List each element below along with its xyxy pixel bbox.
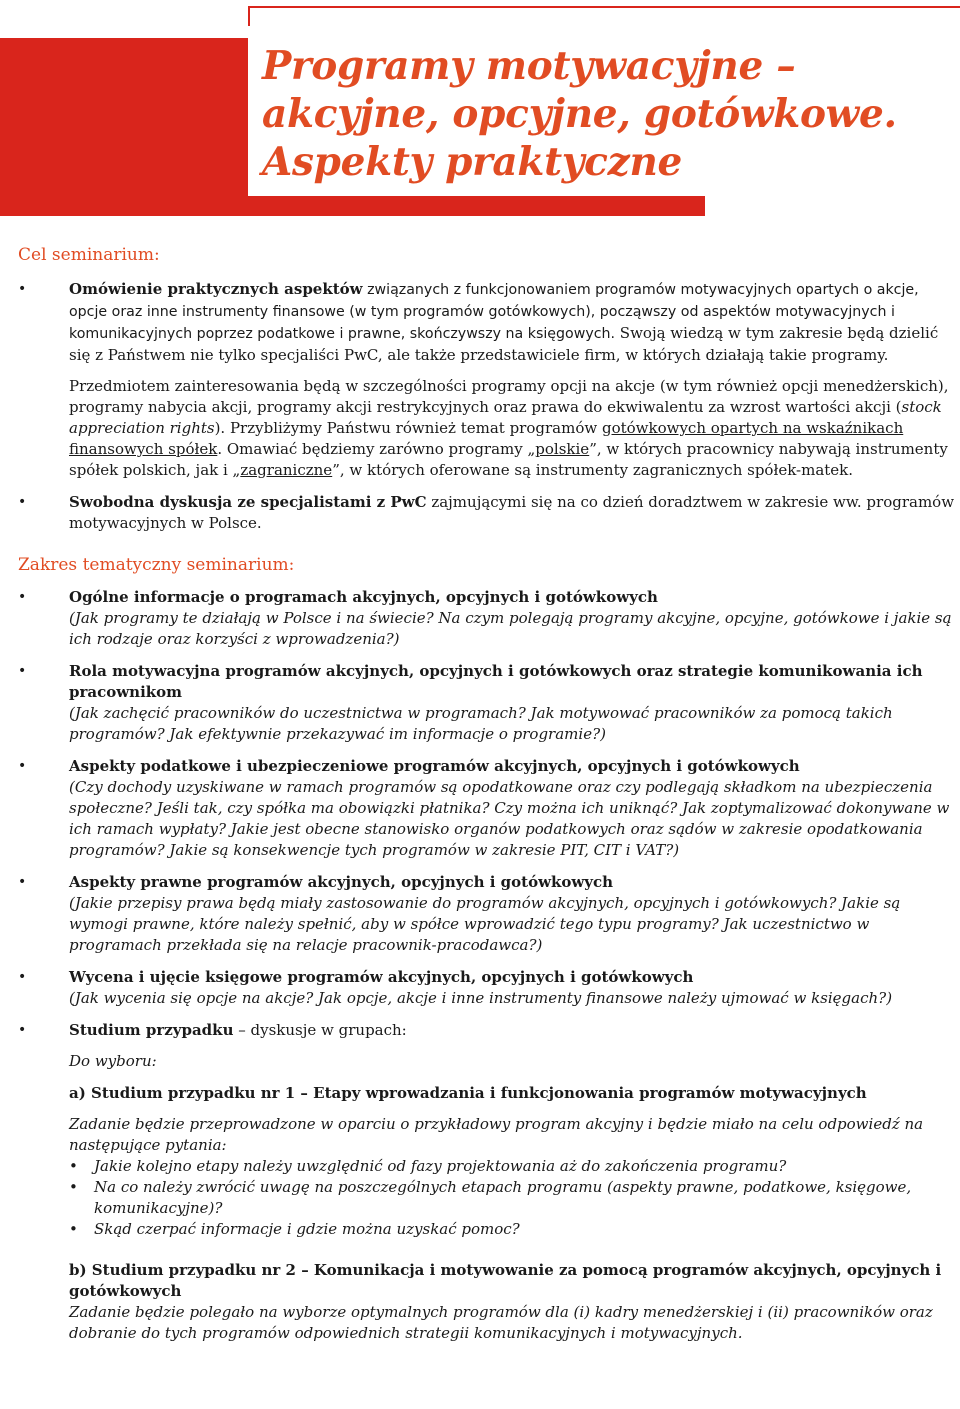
case-a-question: • Skąd czerpać informacje i gdzie można uzyskać pomoc? — [69, 1219, 956, 1240]
goal-item-overview — [18, 279, 956, 481]
case-a-questions — [69, 1156, 956, 1240]
goal-item-discussion: • Swobodna dyskusja ze specjalistami z PwC zajmującymi się na co dzień doradztwem w zakresie ww. programów motywacyjnych w Polsce. — [18, 492, 956, 534]
goal-text-a: związanych z funkcjonowaniem programów motywacyjnych opartych o akcje, opcje oraz inne instrumenty finansowe (w tym programów gotówkowych), począwszy od aspektów motywacyjnych i komunikacyjnych poprzez podatkowe i prawne, skończywszy na księgowych. — [69, 282, 919, 342]
title-line-3: Aspekty praktyczne — [262, 139, 683, 185]
scope-item-tax: • Aspekty podatkowe i ubezpieczeniowe programów akcyjnych, opcyjnych i gotówkowych (Czy dochody uzyskiwane w ramach programów są opodatkowane oraz czy podlegają składkom na ubezpieczenia społeczne? Jeśli tak, czy spółka ma obowiązki płatnika? Czy można ich uniknąć? Jak zoptymalizować dokonywane w ich ramach wypłaty? Jakie jest obecne stanowisko organów podatkowych oraz sądów w zakresie opodatkowania programów? Jakie są konsekwencje tych programów w zakresie PIT, CIT i VAT?) — [18, 756, 956, 861]
header-corner-rule — [248, 6, 250, 26]
scope-item-case-study: • Studium przypadku – dyskusje w grupach: Do wyboru: a) Studium przypadku nr 1 – Etapy wprowadzania i funkcjonowania programów motywacyjnych Zadanie będzie przeprowadzone w oparciu o przykładowy program akcyjny i będzie miało na celu odpowiedź na następujące pytania: • Jakie kolejno etapy należy uwzględnić od fazy projektowania aż do zakończenia programu? • Na co należy zwrócić uwagę na poszczególnych etapach programu (aspekty prawne, podatkowe, księgowe, komunikacyjne)? • Skąd czerpać informacje i gdzie można uzyskać pomoc? b) Studium przypadku nr 2 – Komunikacja i motywowanie za pomocą programów akcyjnych, opcyjnych i gotówkowych Zadanie będzie polegało na wyborze optymalnych programów dla (i) kadry menedżerskiej i (ii) pracowników oraz dobranie do tych programów odpowiednich strategii komunikacyjnych i motywacyjnych. — [18, 1020, 956, 1344]
case-b-title: b) Studium przypadku nr 2 – Komunikacja i motywowanie za pomocą programów akcyjnych, opcyjnych i gotówkowych — [69, 1261, 942, 1300]
page-title — [262, 42, 897, 186]
case-a-title: a) Studium przypadku nr 1 – Etapy wprowadzania i funkcjonowania programów motywacyjnych — [69, 1084, 867, 1102]
goal-bold: Omówienie praktycznych aspektów — [69, 280, 363, 298]
header-top-rule — [248, 6, 960, 8]
goal-heading: Cel seminarium: — [18, 245, 160, 265]
scope-item-motivation: • Rola motywacyjna programów akcyjnych, opcyjnych i gotówkowych oraz strategie komunikowania ich pracownikom (Jak zachęcić pracowników do uczestnictwa w programach? Jak motywować pracowników za pomocą takich programów? Jak efektywnie przekazywać im informacje o programie?) — [18, 661, 956, 745]
case-a-question: • Jakie kolejno etapy należy uwzględnić od fazy projektowania aż do zakończenia programu? — [69, 1156, 956, 1177]
scope-list — [18, 587, 956, 1344]
document-body — [18, 244, 956, 1344]
scope-item-valuation: • Wycena i ujęcie księgowe programów akcyjnych, opcyjnych i gotówkowych (Jak wycenia się opcje na akcje? Jak opcje, akcje i inne instrumenty finansowe należy ujmować w księgach?) — [18, 967, 956, 1009]
scope-heading: Zakres tematyczny seminarium: — [18, 555, 295, 575]
title-line-1: Programy motywacyjne – — [262, 43, 796, 89]
title-line-2: akcyjne, opcyjne, gotówkowe. — [262, 91, 897, 137]
case-a-intro: Zadanie będzie przeprowadzone w oparciu o przykładowy program akcyjny i będzie miało na celu odpowiedź na następujące pytania: — [69, 1115, 924, 1154]
scope-item-legal: • Aspekty prawne programów akcyjnych, opcyjnych i gotówkowych (Jakie przepisy prawa będą miały zastosowanie do programów akcyjnych, opcyjnych i gotówkowych? Jakie są wymogi prawne, które należy spełnić, aby w spółce wprowadzić tego typu programy? Jak uczestnictwo w programach przekłada się na relacje pracownik-pracodawca?) — [18, 872, 956, 956]
scope-item-general: • Ogólne informacje o programach akcyjnych, opcyjnych i gotówkowych (Jak programy te działają w Polsce i na świecie? Na czym polegają programy akcyjne, opcyjne, gotówkowe i jakie są ich rodzaje oraz korzyści z wprowadzenia?) — [18, 587, 956, 650]
goal-scope-paragraph: Przedmiotem zainteresowania będą w szczególności programy opcji na akcje (w tym również opcji menedżerskich), programy nabycia akcji, programy akcji restrykcyjnych oraz prawa do ekwiwalentu za wzrost wartości akcji (stock appreciation rights). Przybliżymy Państwu również temat programów gotówkowych opartych na wskaźnikach finansowych spółek. Omawiać będziemy zarówno programy „polskie”, w których pracownicy nabywają instrumenty spółek polskich, jak i „zagraniczne”, w których oferowane są instrumenty zagranicznych spółek-matek. — [69, 377, 949, 479]
case-choice: Do wyboru: — [69, 1052, 157, 1070]
goal-text-b: Swoją wiedzą w tym zakresie będą dzielić się z Państwem nie tylko specjaliści PwC, ale także przedstawiciele firm, w których działają takie programy. — [69, 324, 939, 364]
goal-list — [18, 279, 956, 534]
case-b-intro: Zadanie będzie polegało na wyborze optymalnych programów dla (i) kadry menedżerskiej i (ii) pracowników oraz dobranie do tych programów odpowiednich strategii komunikacyjnych i motywacyjnych. — [69, 1303, 933, 1342]
case-a-question: • Na co należy zwrócić uwagę na poszczególnych etapach programu (aspekty prawne, podatkowe, księgowe, komunikacyjne)? — [69, 1177, 956, 1219]
